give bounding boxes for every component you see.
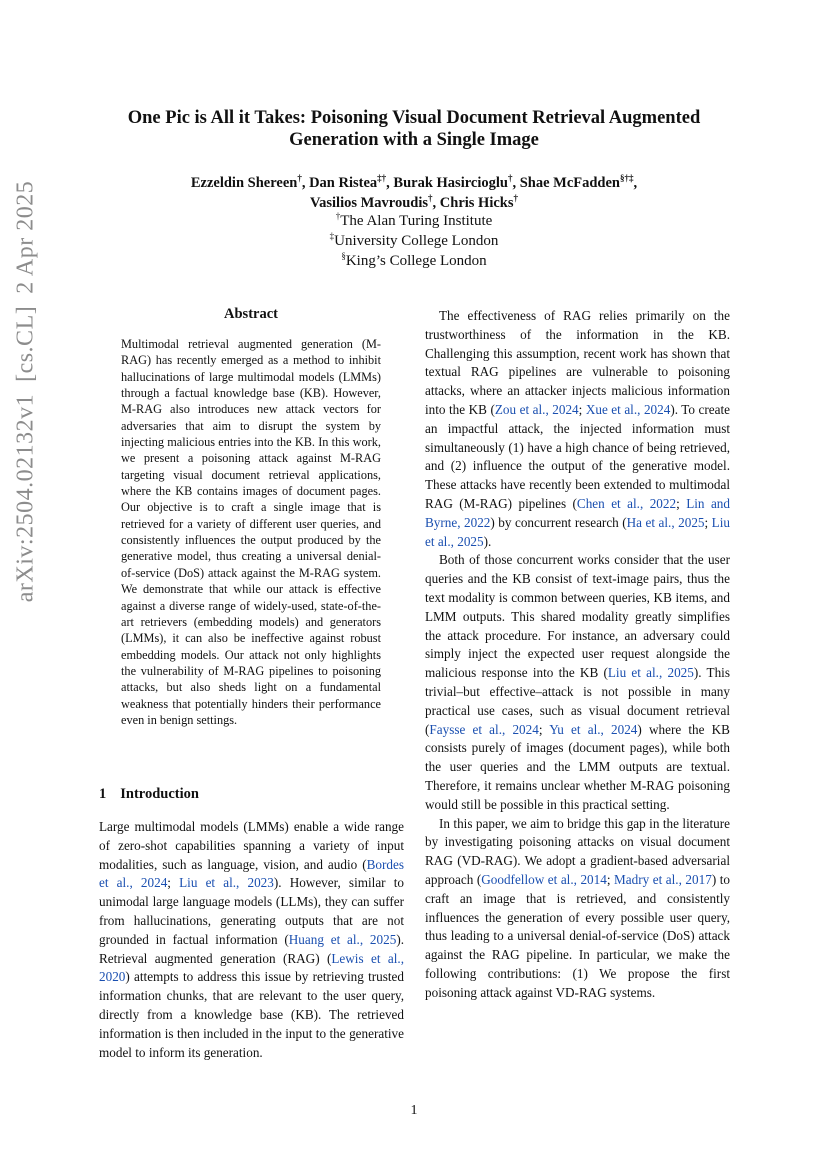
body-text: ). This trivial–but effective–attack is not possible in many practical use cases, such as visual document retrieval ( [425, 665, 730, 737]
body-text: ) attempts to address this issue by retrieving trusted information chunks, that are relevant to the user query, directly from a knowledge base (KB). The retrieved information is then included in the input to the generative model to inform its generation. [99, 969, 404, 1060]
abstract-text: Multimodal retrieval augmented generation (M-RAG) has recently emerged as a method to inhibit hallucinations of large multimodal models (LMMs) through a factual knowledge base (KB). However, M-RAG also introduces new attack vectors for adversaries that aim to disrupt the system by injecting malicious entries into the KB. In this work, we present a poisoning attack against M-RAG targeting visual document retrieval applications, where the KB contains images of document pages. Our objective is to craft a single image that is retrieved for a variety of different user queries, and consistently influences the output produced by the generative model, thus creating a universal denial-of-service (DoS) attack against the M-RAG system. We demonstrate that while our attack is effective against a diverse range of widely-used, state-of-the-art retrievers (embedding models) and generators (LMMs), it can also be ineffective against robust embedding models. Our attack not only highlights the vulnerability of M-RAG pipelines to poisoning attacks, but also sheds light on a fundamental weakness that potentially hinders their performance even in benign settings. [121, 337, 381, 727]
abstract-heading: Abstract [224, 306, 278, 322]
body-text: ) to craft an image that is retrieved, and consistently influences the generation of every possible user query, thus leading to a universal denial-of-service (DoS) attack against the RAG pipeline. In particular, we make the following contributions: (1) We propose the first poisoning attack against VD-RAG systems. [425, 871, 730, 1000]
citation-link[interactable]: Lin and Byrne, 2022 [425, 495, 730, 530]
affiliations [90, 211, 738, 271]
title-line-2: Generation with a Single Image [289, 130, 539, 150]
citation-link[interactable]: Goodfellow et al., 2014 [481, 871, 607, 887]
body-text: ). However, similar to unimodal large language models (LLMs), they can suffer from hallucinations, generating outputs that are not grounded in factual information ( [99, 875, 404, 947]
author-name: Chris Hicks [439, 195, 514, 211]
affiliation-mark: † [335, 211, 341, 221]
affiliation [90, 211, 738, 231]
body-text: ; [538, 721, 550, 737]
section-title: Introduction [120, 786, 199, 802]
body-text: ). To create an impactful attack, the injected information must simultaneously (1) have a high chance of being retrieved, and (2) influence the output of the generative model. These attacks have recently been extended to multimodal RAG (M-RAG) pipelines ( [425, 401, 730, 511]
author-mark: † [428, 193, 433, 204]
section-number: 1 [99, 786, 107, 802]
title-line-1: One Pic is All it Takes: Poisoning Visual Document Retrieval Augmented [127, 108, 701, 128]
affiliation-mark: ‡ [329, 231, 335, 241]
citation-link[interactable]: Faysse et al., 2024 [429, 721, 539, 737]
body-text: In this paper, we aim to bridge this gap in the literature by investigating poisoning attacks on visual document RAG (VD-RAG). We adopt a gradient-based adversarial approach ( [425, 815, 730, 887]
paper-title [90, 107, 738, 151]
right-column [425, 307, 730, 1002]
body-text: Large multimodal models (LMMs) enable a wide range of zero-shot capabilities spanning a variety of input modalities, such as language, vision, and audio ( [99, 819, 404, 872]
author-mark: ‡† [377, 173, 387, 184]
body-text: ). Retrieval augmented generation (RAG) ( [99, 931, 405, 966]
body-text: ; [578, 401, 586, 417]
arxiv-date: 2 Apr 2025 [12, 180, 39, 294]
affiliation-mark: § [341, 251, 346, 261]
affiliation-name: The Alan Turing Institute [340, 213, 493, 229]
intro-paragraph-2 [425, 307, 730, 551]
citation-link[interactable]: Chen et al., 2022 [576, 495, 677, 511]
body-text: ; [606, 871, 615, 887]
arxiv-category: [cs.CL] [12, 305, 39, 382]
intro-paragraph-3 [425, 551, 730, 814]
body-text: The effectiveness of RAG relies primarily on the trustworthiness of the information in the KB. Challenging this assumption, recent work has shown that textual RAG pipelines are vulnerable to poisoning attacks, where an attacker injects malicious information into the KB ( [425, 308, 730, 417]
affiliation [90, 251, 738, 271]
body-text: ) by concurrent research ( [490, 514, 627, 530]
citation-link[interactable]: Xue et al., 2024 [585, 401, 671, 417]
author-name: Dan Ristea [309, 175, 378, 191]
body-text: ) where the KB consists purely of images (document pages), while both the user queries and the LMM outputs are textual. Therefore, it remains unclear whether M-RAG poisoning would still be possible in this practical setting. [425, 721, 730, 812]
author-mark: §†‡ [620, 173, 634, 184]
author-name: Vasilios Mavroudis [309, 195, 429, 211]
author-name: Ezzeldin Shereen [190, 175, 298, 191]
citation-link[interactable]: Liu et al., 2025 [425, 514, 730, 549]
citation-link[interactable]: Huang et al., 2025 [288, 931, 397, 947]
body-text: Both of those concurrent works consider that the user queries and the KB consist of text-image pairs, thus the text modality is common between queries, KB items, and LMM outputs. This shared modality greatly simplifies the attack procedure. For instance, an adversary could simply inject the expected user request alongside the malicious response into the KB ( [425, 552, 730, 681]
affiliation-name: University College London [334, 233, 499, 249]
author-list [90, 173, 738, 213]
body-text: ; [676, 495, 687, 511]
arxiv-id: arXiv:2504.02132v1 [12, 393, 39, 603]
section-heading [99, 786, 199, 803]
author-mark: † [297, 173, 302, 184]
citation-link[interactable]: Yu et al., 2024 [549, 721, 638, 737]
citation-link[interactable]: Zou et al., 2024 [494, 401, 579, 417]
citation-link[interactable]: Liu et al., 2025 [607, 665, 694, 681]
affiliation-name: King’s College London [345, 253, 487, 269]
author-line-2: Vasilios Mavroudis†, Chris Hicks† [309, 193, 518, 211]
author-name: Shae McFadden [519, 175, 620, 191]
page-number: 1 [410, 1103, 418, 1118]
arxiv-stamp [13, 169, 40, 602]
citation-link[interactable]: Madry et al., 2017 [614, 871, 712, 887]
body-text: ; [704, 514, 712, 530]
author-name: Burak Hasircioglu [393, 175, 508, 191]
affiliation [90, 231, 738, 251]
author-mark: † [507, 173, 513, 184]
citation-link[interactable]: Lewis et al., 2020 [99, 950, 404, 985]
author-mark: † [513, 193, 518, 204]
intro-paragraph-1 [99, 818, 404, 1062]
citation-link[interactable]: Bordes et al., 2024 [99, 856, 404, 891]
intro-paragraph-4 [425, 815, 730, 1003]
body-text: ). [483, 533, 492, 549]
author-line-1: Ezzeldin Shereen†, Dan Ristea‡†, Burak Hasircioglu†, Shae McFadden§†‡, [190, 173, 638, 191]
citation-link[interactable]: Ha et al., 2025 [626, 514, 705, 530]
body-text: ; [167, 875, 180, 891]
citation-link[interactable]: Liu et al., 2023 [179, 875, 274, 891]
